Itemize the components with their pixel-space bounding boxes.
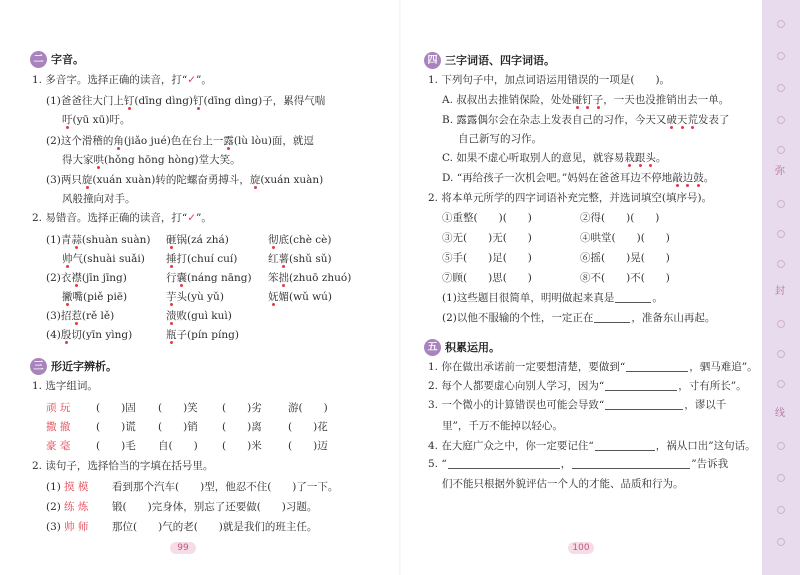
section-badge-4: 四 [424,52,441,69]
text-run: 。 [652,292,663,304]
idiom-blank: ⑧不( )不( ) [580,272,670,284]
char-pair: 豪 毫 [46,440,71,452]
pinyin-choice-item [62,290,127,304]
option-d [442,171,714,185]
accumulation-item [428,457,728,471]
emphasized-text [113,135,124,147]
char-pair: 摸 模 [64,481,89,493]
text-run: ，谬以千 [684,399,727,411]
section-title-accumulation: 积累运用。 [445,341,500,354]
emphasized-text [279,253,290,265]
emphasized-text [279,272,290,284]
text-run: 们不能只根据外貌评估一个人的才能、品质和行为。 [442,478,684,490]
emphasized-char: 天 [676,114,688,126]
section-badge-3: 三 [30,358,47,375]
char-pair: 顽 玩 [46,402,71,414]
pinyin-choice-item [62,252,145,266]
emphasized-text [672,172,704,184]
pinyin-choice-item [46,328,132,342]
word-blank-cell: ( )离 [222,421,262,433]
question-error-prone-prompt [32,211,212,225]
text-run: (jīn jīng) [81,272,127,284]
idiom-blank: ④哄堂( )( ) [580,232,670,244]
text-run: 败(guì kuì) [176,310,232,322]
text-run: 底(chè cè) [278,234,332,246]
text-run: ”告诉我 [691,458,729,470]
binding-hole-icon [777,474,785,482]
item-number: (2) [46,501,61,513]
text-run: 锅(zá zhá) [176,234,229,246]
seal-line-char: 线 [775,408,785,419]
sentence-text: 那位( )气的老( )就是我们的班主任。 [112,521,318,533]
text-run: (shǔ sǔ) [289,253,332,265]
text-run: (1)爸爸往大门上 [46,95,124,107]
char-pair: 练 炼 [64,501,89,513]
pinyin-choice-item [268,252,332,266]
seal-line-char: 弥 [775,166,785,177]
word-blank-cell: ( )笑 [158,402,198,414]
text-run: 风般撞向对手。 [62,193,136,205]
question-idiom-complete-prompt: 2. 将本单元所学的四字词语补充完整，并选词填空(填序号)。 [428,192,713,204]
option-c [442,151,666,165]
word-blank-cell: ( )花 [288,421,328,433]
text-run: (rě lě) [81,310,115,322]
text-run: A. 叔叔出去推销保险，处处 [442,94,572,106]
text-run: 。 [703,172,715,184]
text-run: (2)衣 [46,272,72,284]
text-run: 3. 一个微小的计算错误也可能会导致“ [428,399,605,411]
pinyin-choice-item [166,233,229,247]
question-line [62,153,241,167]
section-badge-5: 五 [424,339,441,356]
text-run: (2)这个滑稽的 [46,135,114,147]
text-run: (yū xū)吁。 [72,114,131,126]
answer-blank [615,291,651,303]
emphasized-text [71,310,82,322]
text-run: ，一天也没推销出去一单。 [603,94,730,106]
question-wrong-usage-prompt: 1. 下列句子中，加点词语运用错误的一项是( )。 [428,74,671,86]
section-badge-2: 二 [30,51,47,68]
emphasized-char: 钉 [582,94,593,106]
idiom-blank: ⑥摇( )晃( ) [580,252,670,264]
answer-blank [448,457,560,469]
text-run: (dīng dìng) [134,95,194,107]
word-blank-cell: ( )销 [158,421,198,433]
text-run: (xuán xuàn) [260,174,324,186]
emphasized-text [166,291,177,303]
text-run: ”。 [196,212,212,224]
text-run: 媚(wǔ wú) [278,291,333,303]
emphasized-text [250,174,261,186]
binding-hole-icon [777,506,785,514]
pinyin-choice-item [268,290,332,304]
binding-hole-icon [777,320,785,328]
text-run: 2. 每个人都要虚心向别人学习，因为“ [428,380,605,392]
text-run: 1. 你在做出承诺前一定要想清楚，要做到“ [428,361,626,373]
emphasized-char: 哄 [93,154,104,166]
text-run: (3)两只 [46,174,82,186]
emphasized-text [193,95,204,107]
question-line [62,192,136,206]
text-run: (lù lòu)面，就逗 [233,135,314,147]
char-pair: 撒 撤 [46,421,71,433]
emphasized-char: 破 [666,114,677,126]
text-run: 切(yīn yìng) [71,329,133,341]
emphasized-text [177,272,188,284]
emphasized-char: 捶 [166,253,177,265]
text-run: 笨 [268,272,279,284]
emphasized-char: 角 [113,135,124,147]
text-run: (1)这些题目很简单，明明做起来真是 [442,292,615,304]
text-run: 嘴(piě piē) [72,291,128,303]
emphasized-char: 边 [682,172,694,184]
text-run: 5. “ [428,458,447,470]
emphasized-text [166,234,177,246]
question-sentence-fill-prompt: 2. 读句子，选择恰当的字填在括号里。 [32,460,214,472]
text-run: (1)青 [46,234,72,246]
accumulation-item [428,439,756,453]
emphasized-char: 露 [223,135,234,147]
text-run: 头(yù yǔ) [176,291,224,303]
word-blank-cell: ( )米 [222,440,262,452]
binding-hole-icon [777,52,785,60]
pinyin-choice-item [166,290,224,304]
emphasized-text [268,291,279,303]
pinyin-choice-item [46,271,127,285]
emphasized-char: 囊 [176,272,187,284]
emphasized-text [71,272,82,284]
emphasized-text [71,234,82,246]
option-a [442,93,729,107]
emphasized-text [572,94,604,106]
emphasized-char: 溃 [166,310,177,322]
pinyin-choice-item [46,309,114,323]
emphasized-text [61,329,72,341]
answer-blank [626,360,688,372]
accumulation-item [428,398,726,412]
binding-hole-icon [777,230,785,238]
emphasized-text [166,310,177,322]
text-run: (dīng dìng)子，累得气喘 [203,95,326,107]
pinyin-choice-item [166,309,232,323]
idiom-blank: ⑤手( )足( ) [442,252,532,264]
emphasized-char: 敲 [672,172,683,184]
text-run: (jiǎo jué)色在台上一 [123,135,224,147]
emphasized-text [124,95,135,107]
emphasized-char: 荒 [687,114,698,126]
text-run: D. “再给孩子一次机会吧。”妈妈在爸爸耳边不停地 [442,172,673,184]
char-pair: 帅 师 [64,521,89,533]
answer-blank [605,398,683,410]
option-b [442,113,729,127]
binding-hole-icon [777,84,785,92]
answer-blank [594,311,630,323]
emphasized-char: 头 [645,152,656,164]
question-line [46,173,323,187]
emphasized-char: 碰 [571,94,583,106]
emphasized-text [624,152,656,164]
option-b-continued [458,132,542,146]
word-blank-cell: ( )谎 [96,421,136,433]
text-run: 子(pín píng) [176,329,239,341]
emphasized-text [268,234,279,246]
text-run: 自己新写的习作。 [458,133,542,145]
section-title-pronunciation: 字音。 [51,53,84,66]
text-run: (náng nāng) [187,272,252,284]
emphasized-char: 跟 [634,152,646,164]
binding-hole-icon [777,200,785,208]
binding-hole-icon [777,538,785,546]
emphasized-char: 惹 [71,310,82,322]
idiom-blank: ①重整( )( ) [442,212,532,224]
fill-sentence [442,311,715,325]
section-title-idioms: 三字词语、四字词语。 [445,54,555,67]
question-line [46,134,314,148]
emphasized-char: 瓶 [166,329,177,341]
emphasized-text [62,114,73,126]
text-run: (shuàn suàn) [81,234,151,246]
emphasized-char: 栽 [624,152,635,164]
text-run: 红 [268,253,279,265]
emphasized-text [223,135,234,147]
accumulation-item-continued [442,419,563,433]
text-run: (3)招 [46,310,72,322]
text-run: ”。 [196,74,212,86]
accumulation-item [428,379,747,393]
word-blank-cell: 自( ) [158,440,198,452]
text-run: 4. 在大庭广众之中，你一定要记住“ [428,440,594,452]
word-blank-cell: 游( ) [288,402,328,414]
emphasized-char: 蒜 [71,234,82,246]
question-polyphonic-prompt [32,73,212,87]
emphasized-char: 鼓 [693,172,704,184]
text-run: 气(shuài suǎi) [72,253,145,265]
seal-line-strip [762,0,800,575]
page-number-left: 99 [170,542,196,554]
text-run: B. 露露偶尔会在杂志上发表自己的习作，今天又 [442,114,667,126]
text-run: 发表了 [697,114,730,126]
emphasized-char: 帅 [62,253,73,265]
binding-hole-icon [777,146,785,154]
pinyin-choice-item [268,233,331,247]
emphasized-char: 钉 [193,95,204,107]
emphasized-char: 钉 [123,95,135,107]
question-word-building-prompt: 1. 选字组词。 [32,380,98,392]
binding-hole-icon [777,350,785,358]
text-run: (xuán xuàn)转的陀螺奋勇搏斗， [92,174,250,186]
text-run: ，准备东山再起。 [631,312,716,324]
text-run: ， [560,458,572,470]
binding-hole-icon [777,380,785,388]
text-run: (zhuō zhuó) [289,272,352,284]
emphasized-text [94,154,105,166]
question-line [46,94,325,108]
word-blank-cell: ( )迈 [288,440,328,452]
emphasized-char: 薯 [278,253,289,265]
section-title-similar-chars: 形近字辨析。 [51,360,117,373]
text-run: (4) [46,329,61,341]
emphasized-char: 彻 [268,234,279,246]
item-number: (3) [46,521,61,533]
text-run: 2. 易错音。选择正确的读音，打“ [32,212,188,224]
page-fold [399,0,401,575]
check-mark-icon: ✓ [187,74,197,86]
emphasized-text [666,114,698,126]
pinyin-choice-item [46,233,151,247]
sentence-text: 看到那个汽车( )型，他忍不住( )了一下。 [112,481,339,493]
emphasized-text [166,253,177,265]
text-run: 行 [166,272,177,284]
fill-sentence [442,291,663,305]
sentence-text: 锻( )完身体，别忘了还要做( )习题。 [112,501,318,513]
word-blank-cell: ( )毛 [96,440,136,452]
item-number: (1) [46,481,61,493]
pinyin-choice-item [268,271,351,285]
binding-hole-icon [777,116,785,124]
emphasized-char: 吁 [62,114,73,126]
idiom-blank: ②得( )( ) [580,212,660,224]
emphasized-text [62,253,73,265]
emphasized-char: 殷 [60,329,72,341]
emphasized-char: 芋 [166,291,177,303]
word-blank-cell: ( )固 [96,402,136,414]
emphasized-char: 妩 [268,291,279,303]
pinyin-choice-item [166,252,237,266]
text-run: 得大家 [62,154,94,166]
pinyin-choice-item [166,328,239,342]
text-run: 。 [655,152,667,164]
text-run: 里”，千万不能掉以轻心。 [442,420,563,432]
emphasized-text [166,329,177,341]
emphasized-char: 拙 [278,272,289,284]
emphasized-text [82,174,93,186]
text-run: 打(chuí cuí) [176,253,238,265]
text-run: C. 如果不虚心听取别人的意见，就容易 [442,152,625,164]
binding-hole-icon [777,442,785,450]
text-run: 1. 多音字。选择正确的读音，打“ [32,74,188,86]
page-number-right: 100 [568,542,594,554]
word-blank-cell: ( )劣 [222,402,262,414]
emphasized-char: 砸 [166,234,177,246]
idiom-blank: ③无( )无( ) [442,232,532,244]
text-run: ，寸有所长”。 [678,380,747,392]
check-mark-icon: ✓ [187,212,197,224]
answer-blank [572,457,690,469]
binding-hole-icon [777,20,785,28]
answer-blank [605,379,677,391]
emphasized-char: 旋 [81,174,93,186]
text-run: (2)以他不服输的个性，一定正在 [442,312,594,324]
emphasized-char: 襟 [71,272,82,284]
answer-blank [595,439,655,451]
emphasized-char: 撇 [62,291,73,303]
binding-hole-icon [777,260,785,268]
text-run: (hǒng hōng hòng)堂大笑。 [104,154,241,166]
accumulation-item-continued [442,477,684,491]
emphasized-char: 子 [592,94,604,106]
pinyin-choice-item [166,271,252,285]
question-line [62,113,130,127]
idiom-blank: ⑦顾( )思( ) [442,272,532,284]
emphasized-char: 旋 [249,174,261,186]
emphasized-text [62,291,73,303]
accumulation-item [428,360,758,374]
seal-line-char: 封 [775,286,785,297]
text-run: ，驷马难追”。 [689,361,758,373]
text-run: ，祸从口出”这句话。 [655,440,756,452]
